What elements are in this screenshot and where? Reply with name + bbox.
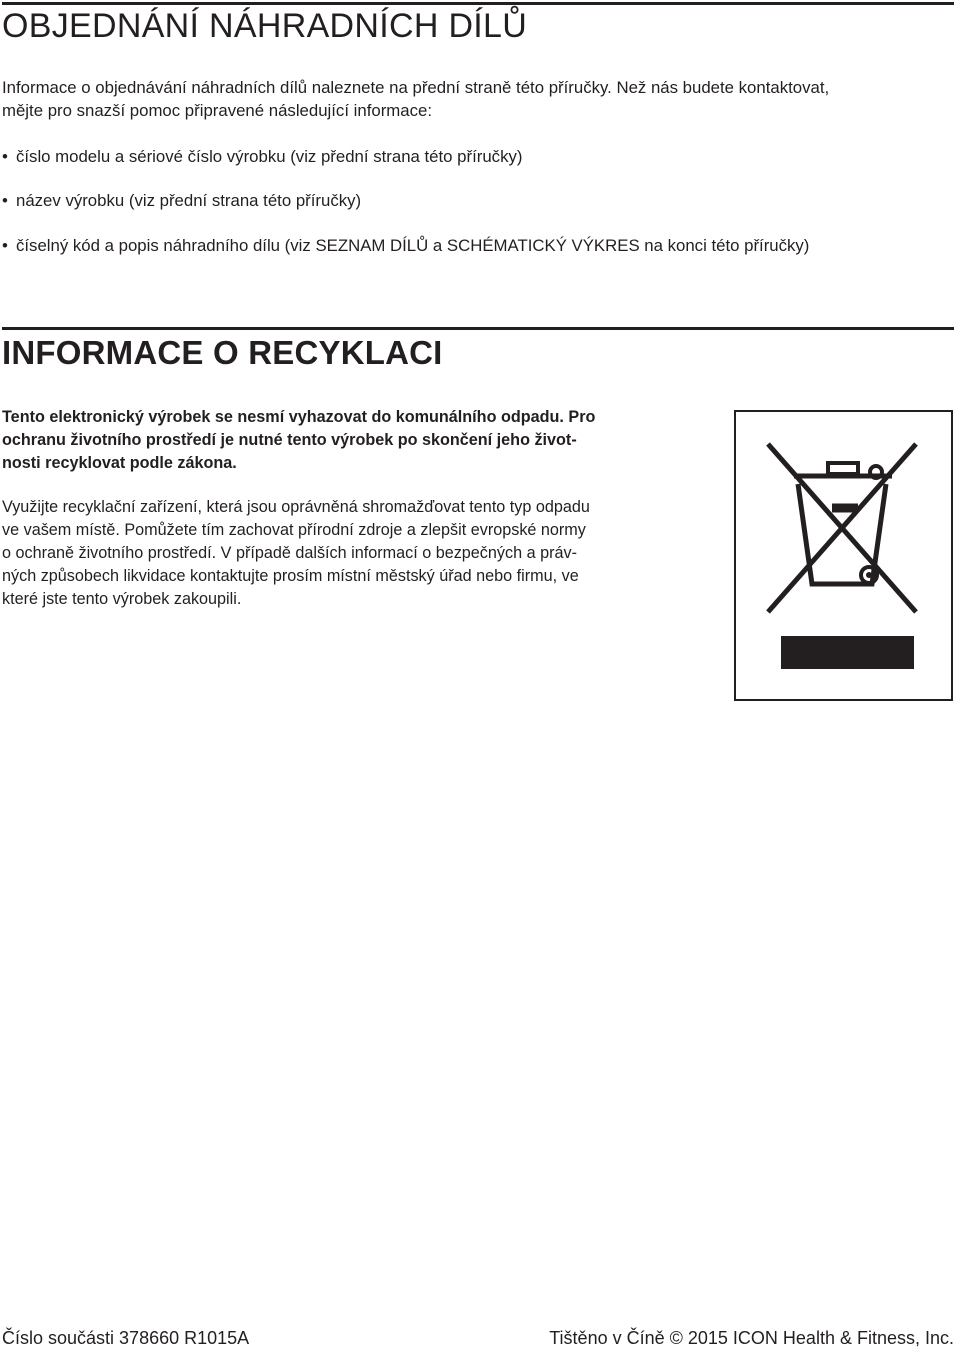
intro-line-2: mějte pro snazší pomoc připravené následující informace: bbox=[2, 101, 432, 120]
text-line: Tento elektronický výrobek se nesmí vyhazovat do komunálního odpadu. Pro bbox=[2, 408, 596, 426]
top-divider bbox=[2, 2, 954, 5]
intro-line-1: Informace o objednávání náhradních dílů naleznete na přední straně této příručky. Než nás budete kontaktovat, bbox=[2, 78, 830, 97]
text-line: nosti recyklovat podle zákona. bbox=[2, 454, 237, 472]
list-item-text: číselný kód a popis náhradního dílu (viz SEZNAM DÍLŮ a SCHÉMATICKÝ VÝKRES na konci této příručky) bbox=[16, 236, 810, 255]
crossed-out-wheelie-bin-icon bbox=[736, 412, 951, 699]
text-line: ochranu životního prostředí je nutné tento výrobek po skončení jeho život- bbox=[2, 431, 577, 449]
section-title-parts: OBJEDNÁNÍ NÁHRADNÍCH DÍLŮ bbox=[2, 7, 528, 45]
list-item-text: číslo modelu a sériové číslo výrobku (viz přední strana této příručky) bbox=[16, 147, 523, 166]
section-title-recycling: INFORMACE O RECYKLACI bbox=[2, 334, 443, 371]
printed-copyright: Tištěno v Číně © 2015 ICON Health & Fitness, Inc. bbox=[549, 1328, 954, 1348]
bullet-icon: • bbox=[2, 147, 8, 166]
text-line: ve vašem místě. Pomůžete tím zachovat přírodní zdroje a zlepšit evropské normy bbox=[2, 521, 586, 539]
part-number: Číslo součásti 378660 R1015A bbox=[2, 1328, 250, 1348]
text-line: o ochraně životního prostředí. V případě dalších informací o bezpečných a práv- bbox=[2, 544, 577, 562]
bullet-icon: • bbox=[2, 191, 8, 210]
list-item-text: název výrobku (viz přední strana této příručky) bbox=[16, 191, 362, 210]
text-line: Využijte recyklační zařízení, která jsou oprávněná shromažďovat tento typ odpadu bbox=[2, 498, 590, 516]
recycling-paragraph bbox=[2, 496, 707, 611]
bullet-icon: • bbox=[2, 236, 8, 255]
list-item bbox=[2, 145, 522, 168]
section-divider bbox=[2, 327, 954, 330]
intro-paragraph bbox=[2, 76, 952, 122]
text-line: ných způsobech likvidace kontaktujte prosím místní městský úřad nebo firmu, ve bbox=[2, 567, 579, 585]
weee-symbol-box bbox=[734, 410, 953, 701]
list-item bbox=[2, 189, 361, 212]
text-line: které jste tento výrobek zakoupili. bbox=[2, 590, 242, 608]
list-item bbox=[2, 234, 809, 257]
recycling-bold-paragraph bbox=[2, 406, 707, 475]
